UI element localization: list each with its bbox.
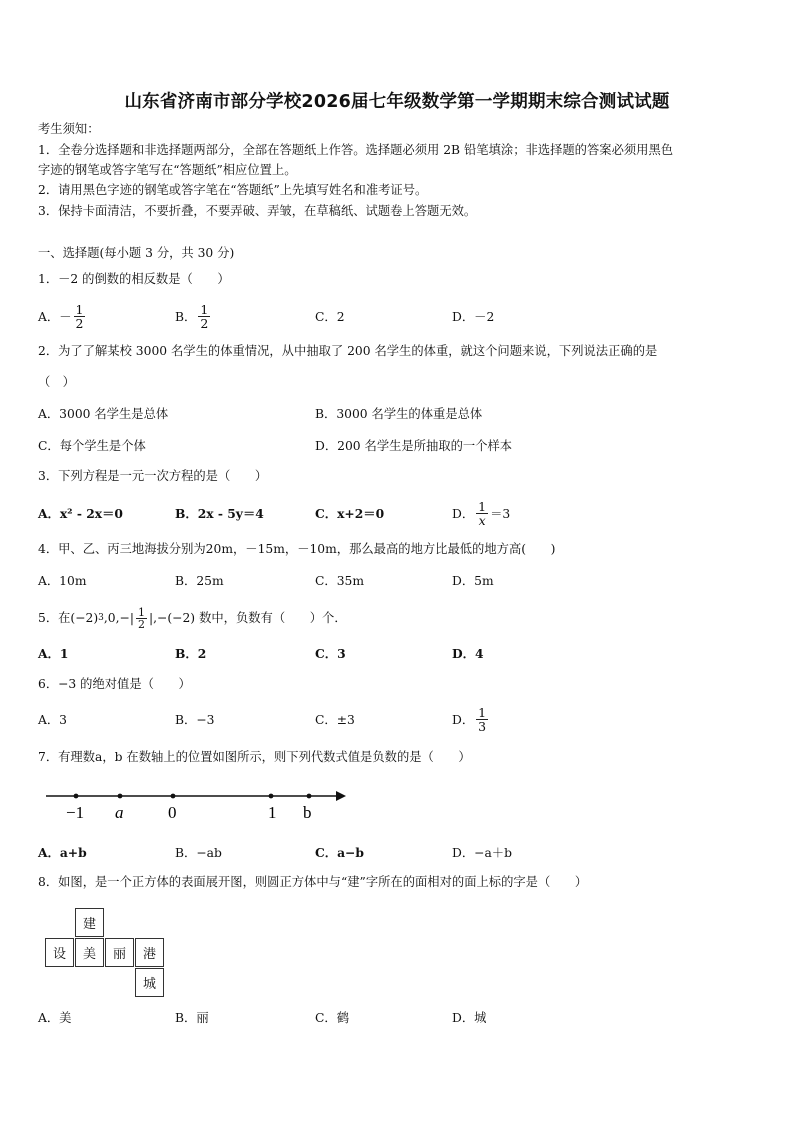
tick-a bbox=[118, 794, 123, 799]
axis-label: a bbox=[115, 803, 124, 822]
option-b: B．−3 bbox=[175, 713, 215, 727]
axis-label: 1 bbox=[268, 803, 277, 822]
option-a: A．3000 名学生是总体 bbox=[38, 407, 169, 421]
option-d: D．−a＋b bbox=[452, 846, 512, 860]
question-1-stem: 1．－2 的倒数的相反数是（ ） bbox=[38, 272, 230, 286]
question-5-stem: 5．在 (−2) 3 ,0,−| $\frac{1}{2}$ |,−(−2) 数中，负数有（ ）个． bbox=[38, 605, 347, 631]
question-8-options bbox=[38, 1005, 758, 1029]
question-5-options bbox=[38, 641, 758, 665]
question-2-stem-cont: （ ） bbox=[38, 375, 75, 389]
option-c: C．2 bbox=[315, 310, 345, 324]
question-7-options bbox=[38, 840, 758, 864]
option-c: C．x+2＝0 bbox=[315, 506, 385, 521]
option-b: B．2 bbox=[175, 646, 207, 661]
notice-item: 2．请用黑色字迹的钢笔或答字笔在“答题纸”上先填写姓名和准考证号。 bbox=[38, 183, 428, 197]
notice-item: 3．保持卡面清洁，不要折叠，不要弄破、弄皱，在草稿纸、试题卷上答题无效。 bbox=[38, 204, 477, 218]
option-b: B．2x - 5y＝4 bbox=[175, 506, 264, 521]
option-d: D．200 名学生是所抽取的一个样本 bbox=[315, 439, 513, 453]
net-face: 港 bbox=[135, 938, 164, 967]
axis-label: b bbox=[303, 803, 312, 822]
net-face: 丽 bbox=[105, 938, 134, 967]
option-a: A．1 bbox=[38, 646, 69, 661]
option-a: A．3 bbox=[38, 713, 68, 727]
option-c: C．鹤 bbox=[315, 1011, 350, 1025]
axis-arrow-icon bbox=[336, 791, 346, 801]
option-d: D． $\frac{1}{3}$ bbox=[452, 704, 487, 734]
option-d: D．城 bbox=[452, 1011, 487, 1025]
option-a: A．a+b bbox=[38, 845, 87, 860]
question-6-options bbox=[38, 704, 758, 734]
option-c: C．a−b bbox=[315, 845, 364, 860]
net-face: 建 bbox=[75, 908, 104, 937]
question-6-stem: 6．−3 的绝对值是（ ） bbox=[38, 677, 191, 691]
notice-item: 字迹的钢笔或答字笔写在“答题纸”相应位置上。 bbox=[38, 163, 297, 177]
question-7-stem: 7．有理数a，b 在数轴上的位置如图所示，则下列代数式值是负数的是（ ） bbox=[38, 750, 471, 764]
cube-net bbox=[45, 908, 165, 998]
option-b: B．25m bbox=[175, 574, 224, 588]
tick-b bbox=[307, 794, 312, 799]
option-c: C．±3 bbox=[315, 713, 355, 727]
question-3-options bbox=[38, 498, 758, 528]
option-b: B．−ab bbox=[175, 846, 222, 860]
net-face: 设 bbox=[45, 938, 74, 967]
tick-minus-one bbox=[74, 794, 79, 799]
option-d: D．5m bbox=[452, 574, 494, 588]
net-face: 城 bbox=[135, 968, 164, 997]
question-4-options bbox=[38, 568, 758, 592]
question-4-stem: 4．甲、乙、丙三地海拔分别为20m，－15m，－10m，那么最高的地方比最低的地方高( ) bbox=[38, 542, 556, 556]
option-a: A． － $\frac{1}{2}$ bbox=[38, 301, 84, 331]
option-b: B．丽 bbox=[175, 1011, 209, 1025]
section-heading: 一、选择题(每小题 3 分，共 30 分) bbox=[38, 246, 235, 260]
notice-item: 1．全卷分选择题和非选择题两部分，全部在答题纸上作答。选择题必须用 2B 铅笔填涂；非选择题的答案必须用黑色 bbox=[38, 143, 674, 157]
question-8-stem: 8．如图，是一个正方体的表面展开图，则圆正方体中与“建”字所在的面相对的面上标的字是（ ） bbox=[38, 875, 588, 889]
option-c: C．每个学生是个体 bbox=[38, 439, 146, 453]
tick-zero bbox=[171, 794, 176, 799]
option-c: C．3 bbox=[315, 646, 346, 661]
question-3-stem: 3．下列方程是一元一次方程的是（ ） bbox=[38, 469, 268, 483]
page-title: 山东省济南市部分学校2026届七年级数学第一学期期末综合测试试题 bbox=[124, 92, 670, 112]
option-b: B． $\frac{1}{2}$ bbox=[175, 301, 209, 331]
option-d: D．－2 bbox=[452, 310, 495, 324]
axis-label: 0 bbox=[168, 803, 177, 822]
option-d: D．4 bbox=[452, 646, 484, 661]
notice-heading: 考生须知： bbox=[38, 122, 100, 136]
option-a: A．美 bbox=[38, 1011, 72, 1025]
axis-label: −1 bbox=[66, 803, 85, 822]
option-c: C．35m bbox=[315, 574, 365, 588]
option-d: D． $\frac{1}{x}$ ＝3 bbox=[452, 498, 511, 528]
tick-one bbox=[269, 794, 274, 799]
option-a: A．10m bbox=[38, 574, 87, 588]
option-b: B．3000 名学生的体重是总体 bbox=[315, 407, 483, 421]
net-face: 美 bbox=[75, 938, 104, 967]
question-1-options bbox=[38, 301, 758, 331]
number-line bbox=[38, 782, 358, 824]
option-a: A．x² - 2x＝0 bbox=[38, 506, 123, 521]
question-2-stem: 2．为了了解某校 3000 名学生的体重情况，从中抽取了 200 名学生的体重，就这个问题来说，下列说法正确的是 bbox=[38, 344, 658, 358]
